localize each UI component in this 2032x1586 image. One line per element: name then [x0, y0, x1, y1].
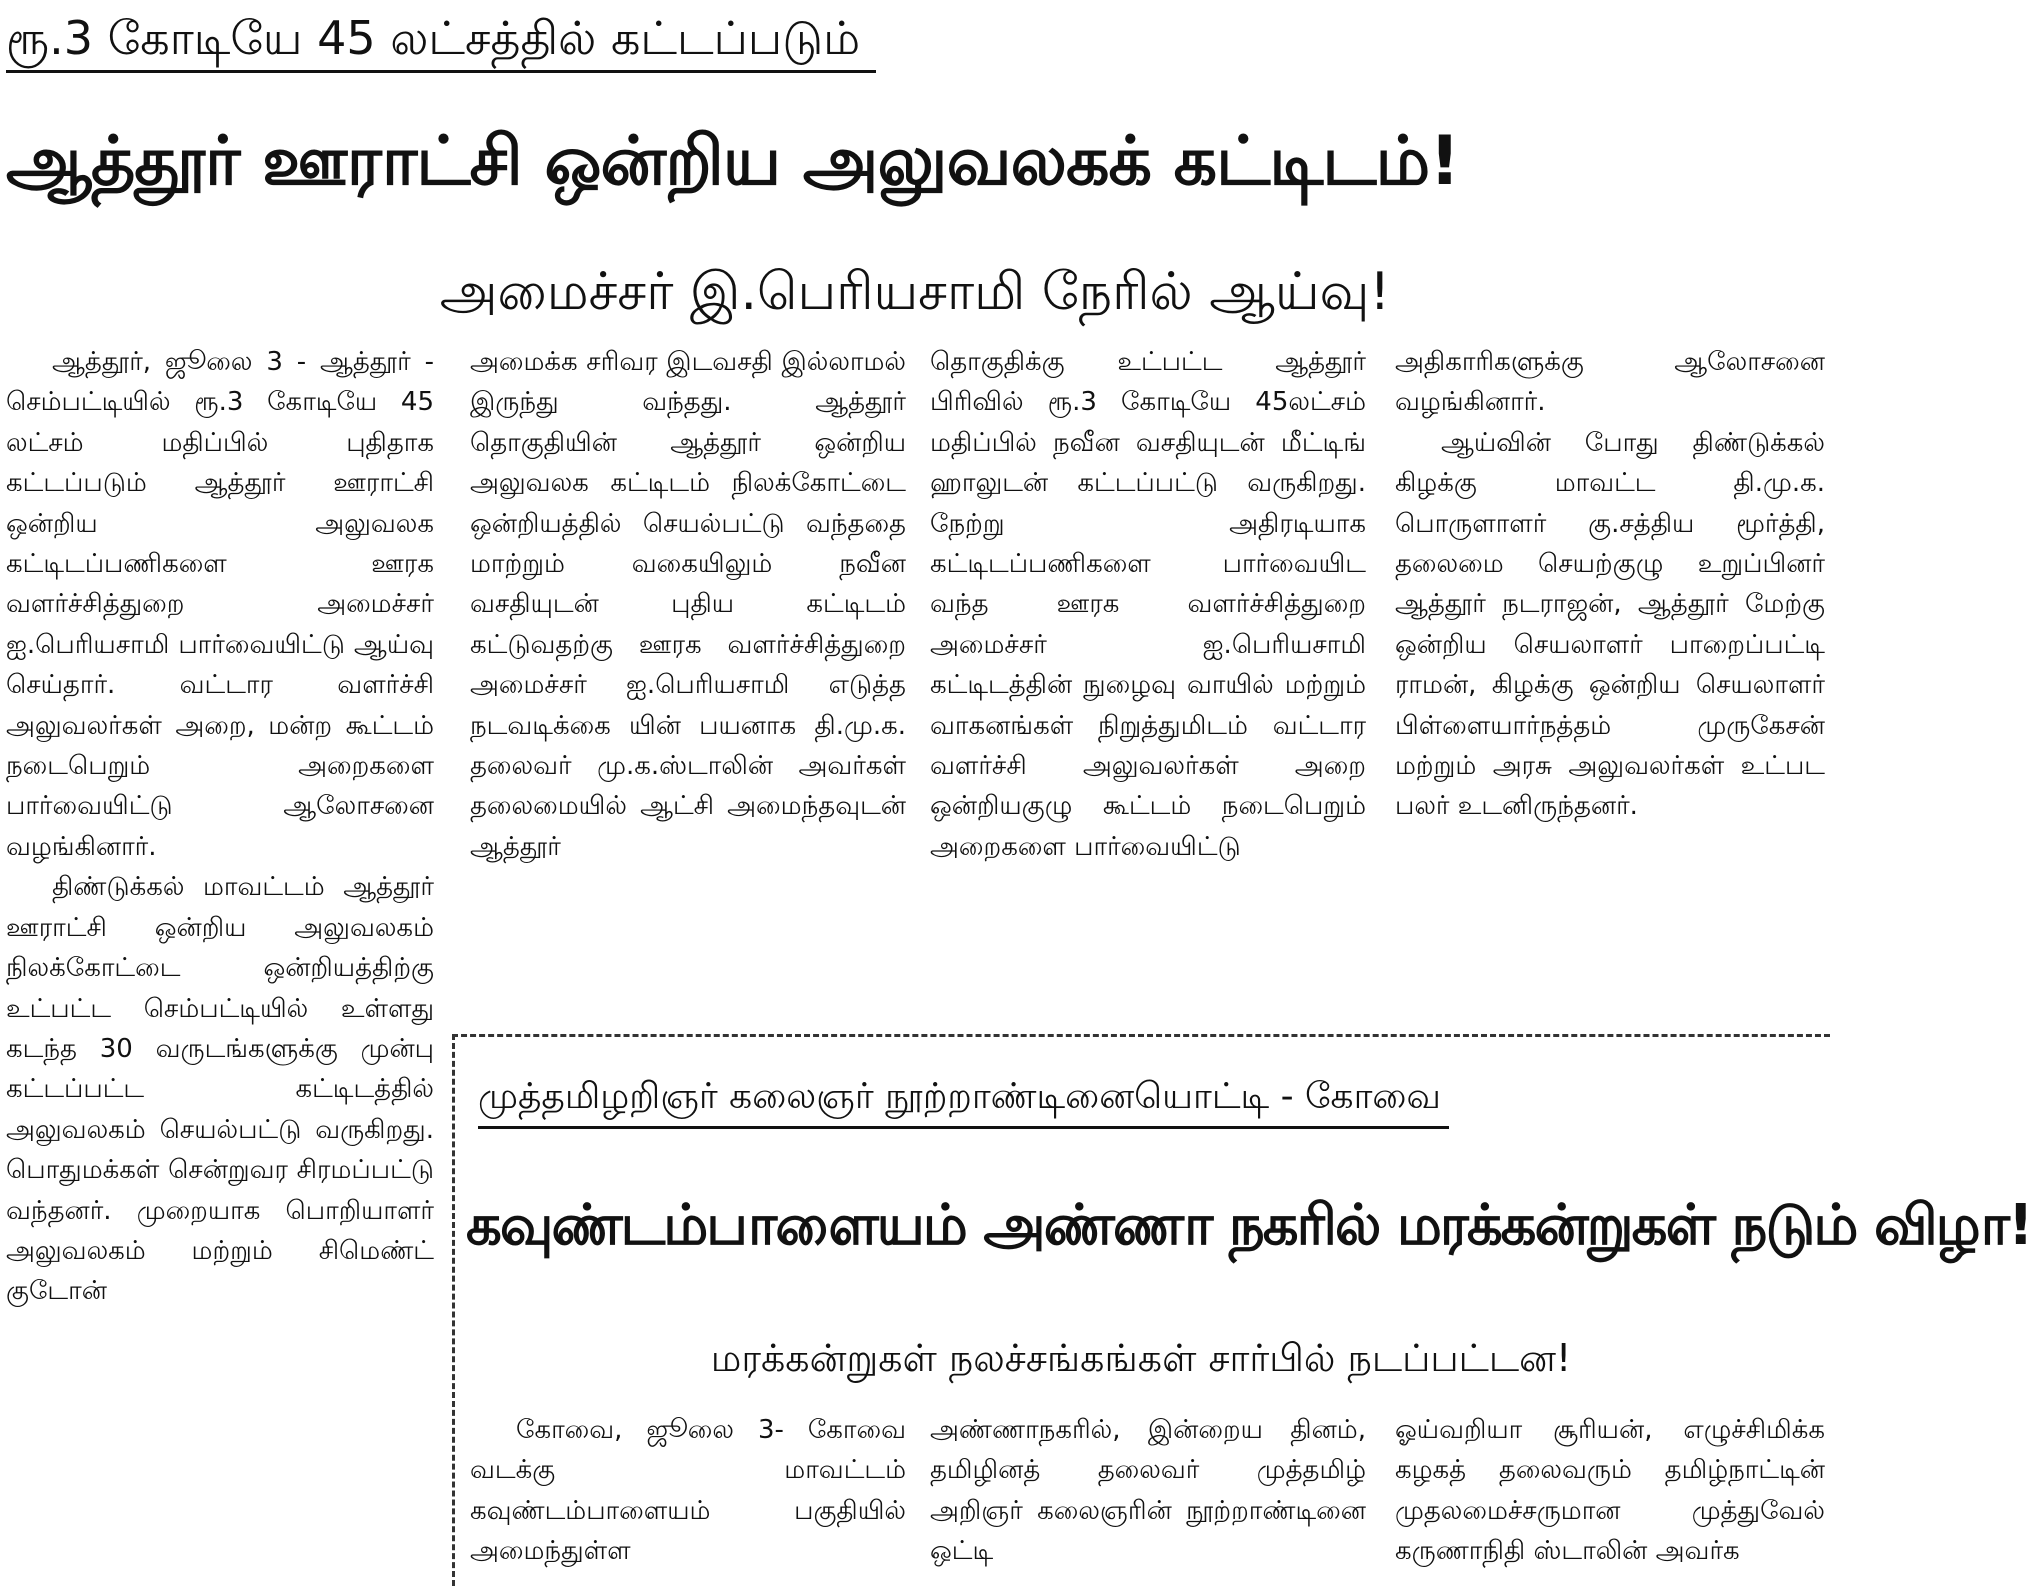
article1-column-2: [470, 342, 906, 867]
article2-column-2: [930, 1410, 1366, 1572]
article2-subheadline: மரக்கன்றுகள் நலச்சங்கங்கள் சார்பில் நடப்பட்டன!: [710, 1336, 1572, 1380]
article1-column-4: [1395, 342, 1825, 827]
article1-col4-paragraph-1: அதிகாரிகளுக்கு ஆலோசனை வழங்கினார்.: [1395, 347, 1825, 418]
article2-column-3: [1395, 1410, 1825, 1572]
article1-kicker: ரூ.3 கோடியே 45 லட்சத்தில் கட்டப்படும்: [6, 6, 876, 73]
article2-col3-paragraph: ஓய்வறியா சூரியன், எழுச்சிமிக்க கழகத் தலைவரும் தமிழ்நாட்டின் முதலமைச்சருமான முத்துவேல் கருணாநிதி ஸ்டாலின் அவர்க: [1395, 1415, 1825, 1567]
article1-subheadline: அமைச்சர் இ.பெரியசாமி நேரில் ஆய்வு!: [439, 262, 1391, 322]
article2-column-1: [470, 1410, 906, 1572]
article1-col4-paragraph-2: ஆய்வின் போது திண்டுக்கல் கிழக்கு மாவட்ட தி.மு.க. பொருளாளர் கு.சத்திய மூர்த்தி, தலைமை செயற்குழு உறுப்பினர் ஆத்தூர் நடராஜன், ஆத்தூர் மேற்கு ஒன்றிய செயலாளர் பாறைப்பட்டி ராமன், கிழக்கு ஒன்றிய செயலாளர் பிள்ளையார்நத்தம் முருகேசன் மற்றும் அரசு அலுவலர்கள் உட்பட பலர் உடனிருந்தனர்.: [1395, 427, 1825, 822]
article1-col2-paragraph: அமைக்க சரிவர இடவசதி இல்லாமல் இருந்து வந்தது. ஆத்தூர் தொகுதியின் ஆத்தூர் ஒன்றிய அலுவலக கட்டிடம் நிலக்கோட்டை ஒன்றியத்தில் செயல்பட்டு வந்ததை மாற்றும் வகையிலும் நவீன வசதியுடன் புதிய கட்டிடம் கட்டுவதற்கு ஊரக வளர்ச்சித்துறை அமைச்சர் ஐ.பெரியசாமி எடுத்த நடவடிக்கை யின் பயனாக தி.மு.க. தலைவர் மு.க.ஸ்டாலின் அவர்கள் தலைமையில் ஆட்சி அமைந்தவுடன் ஆத்தூர்: [470, 347, 906, 862]
article1-column-3: [930, 342, 1366, 867]
article1-col3-paragraph: தொகுதிக்கு உட்பட்ட ஆத்தூர் பிரிவில் ரூ.3 கோடியே 45லட்சம் மதிப்பில் நவீன வசதியுடன் மீட்டிங் ஹாலுடன் கட்டப்பட்டு வருகிறது. நேற்று அதிரடியாக கட்டிடப்பணிகளை பார்வையிட வந்த ஊரக வளர்ச்சித்துறை அமைச்சர் ஐ.பெரியசாமி கட்டிடத்தின் நுழைவு வாயில் மற்றும் வாகனங்கள் நிறுத்துமிடம் வட்டார வளர்ச்சி அலுவலர்கள் அறை ஒன்றியகுழு கூட்டம் நடைபெறும் அறைகளை பார்வையிட்டு: [930, 347, 1366, 862]
article1-headline: ஆத்தூர் ஊராட்சி ஒன்றிய அலுவலகக் கட்டிடம்!: [6, 122, 1460, 201]
article1-column-1: [6, 342, 434, 1312]
article2-kicker: முத்தமிழறிஞர் கலைஞர் நூற்றாண்டினையொட்டி - கோவை: [478, 1068, 1449, 1129]
article2-col2-paragraph: அண்ணாநகரில், இன்றைய தினம், தமிழினத் தலைவர் முத்தமிழ் அறிஞர் கலைஞரின் நூற்றாண்டினை ஒட்டி: [930, 1415, 1366, 1567]
article2-box-left-border: [452, 1034, 455, 1586]
article2-col1-paragraph: கோவை, ஜூலை 3- கோவை வடக்கு மாவட்டம் கவுண்டம்பாளையம் பகுதியில் அமைந்துள்ள: [470, 1415, 906, 1567]
article2-headline: கவுண்டம்பாளையம் அண்ணா நகரில் மரக்கன்றுகள் நடும் விழா!: [466, 1193, 2032, 1258]
article2-box-top-border: [452, 1034, 1830, 1037]
article1-col1-paragraph-2: திண்டுக்கல் மாவட்டம் ஆத்தூர் ஊராட்சி ஒன்றிய அலுவலகம் நிலக்கோட்டை ஒன்றியத்திற்கு உட்பட்ட செம்பட்டியில் உள்ளது கடந்த 30 வருடங்களுக்கு முன்பு கட்டப்பட்ட கட்டிடத்தில் அலுவலகம் செயல்பட்டு வருகிறது. பொதுமக்கள் சென்றுவர சிரமப்பட்டு வந்தனர். முறையாக பொறியாளர் அலுவலகம் மற்றும் சிமெண்ட் குடோன்: [6, 872, 434, 1307]
article1-col1-paragraph-1: ஆத்தூர், ஜூலை 3 - ஆத்தூர் - செம்பட்டியில் ரூ.3 கோடியே 45 லட்சம் மதிப்பில் புதிதாக கட்டப்படும் ஆத்தூர் ஊராட்சி ஒன்றிய அலுவலக கட்டிடப்பணிகளை ஊரக வளர்ச்சித்துறை அமைச்சர் ஐ.பெரியசாமி பார்வையிட்டு ஆய்வு செய்தார். வட்டார வளர்ச்சி அலுவலர்கள் அறை, மன்ற கூட்டம் நடைபெறும் அறைகளை பார்வையிட்டு ஆலோசனை வழங்கினார்.: [6, 347, 434, 862]
